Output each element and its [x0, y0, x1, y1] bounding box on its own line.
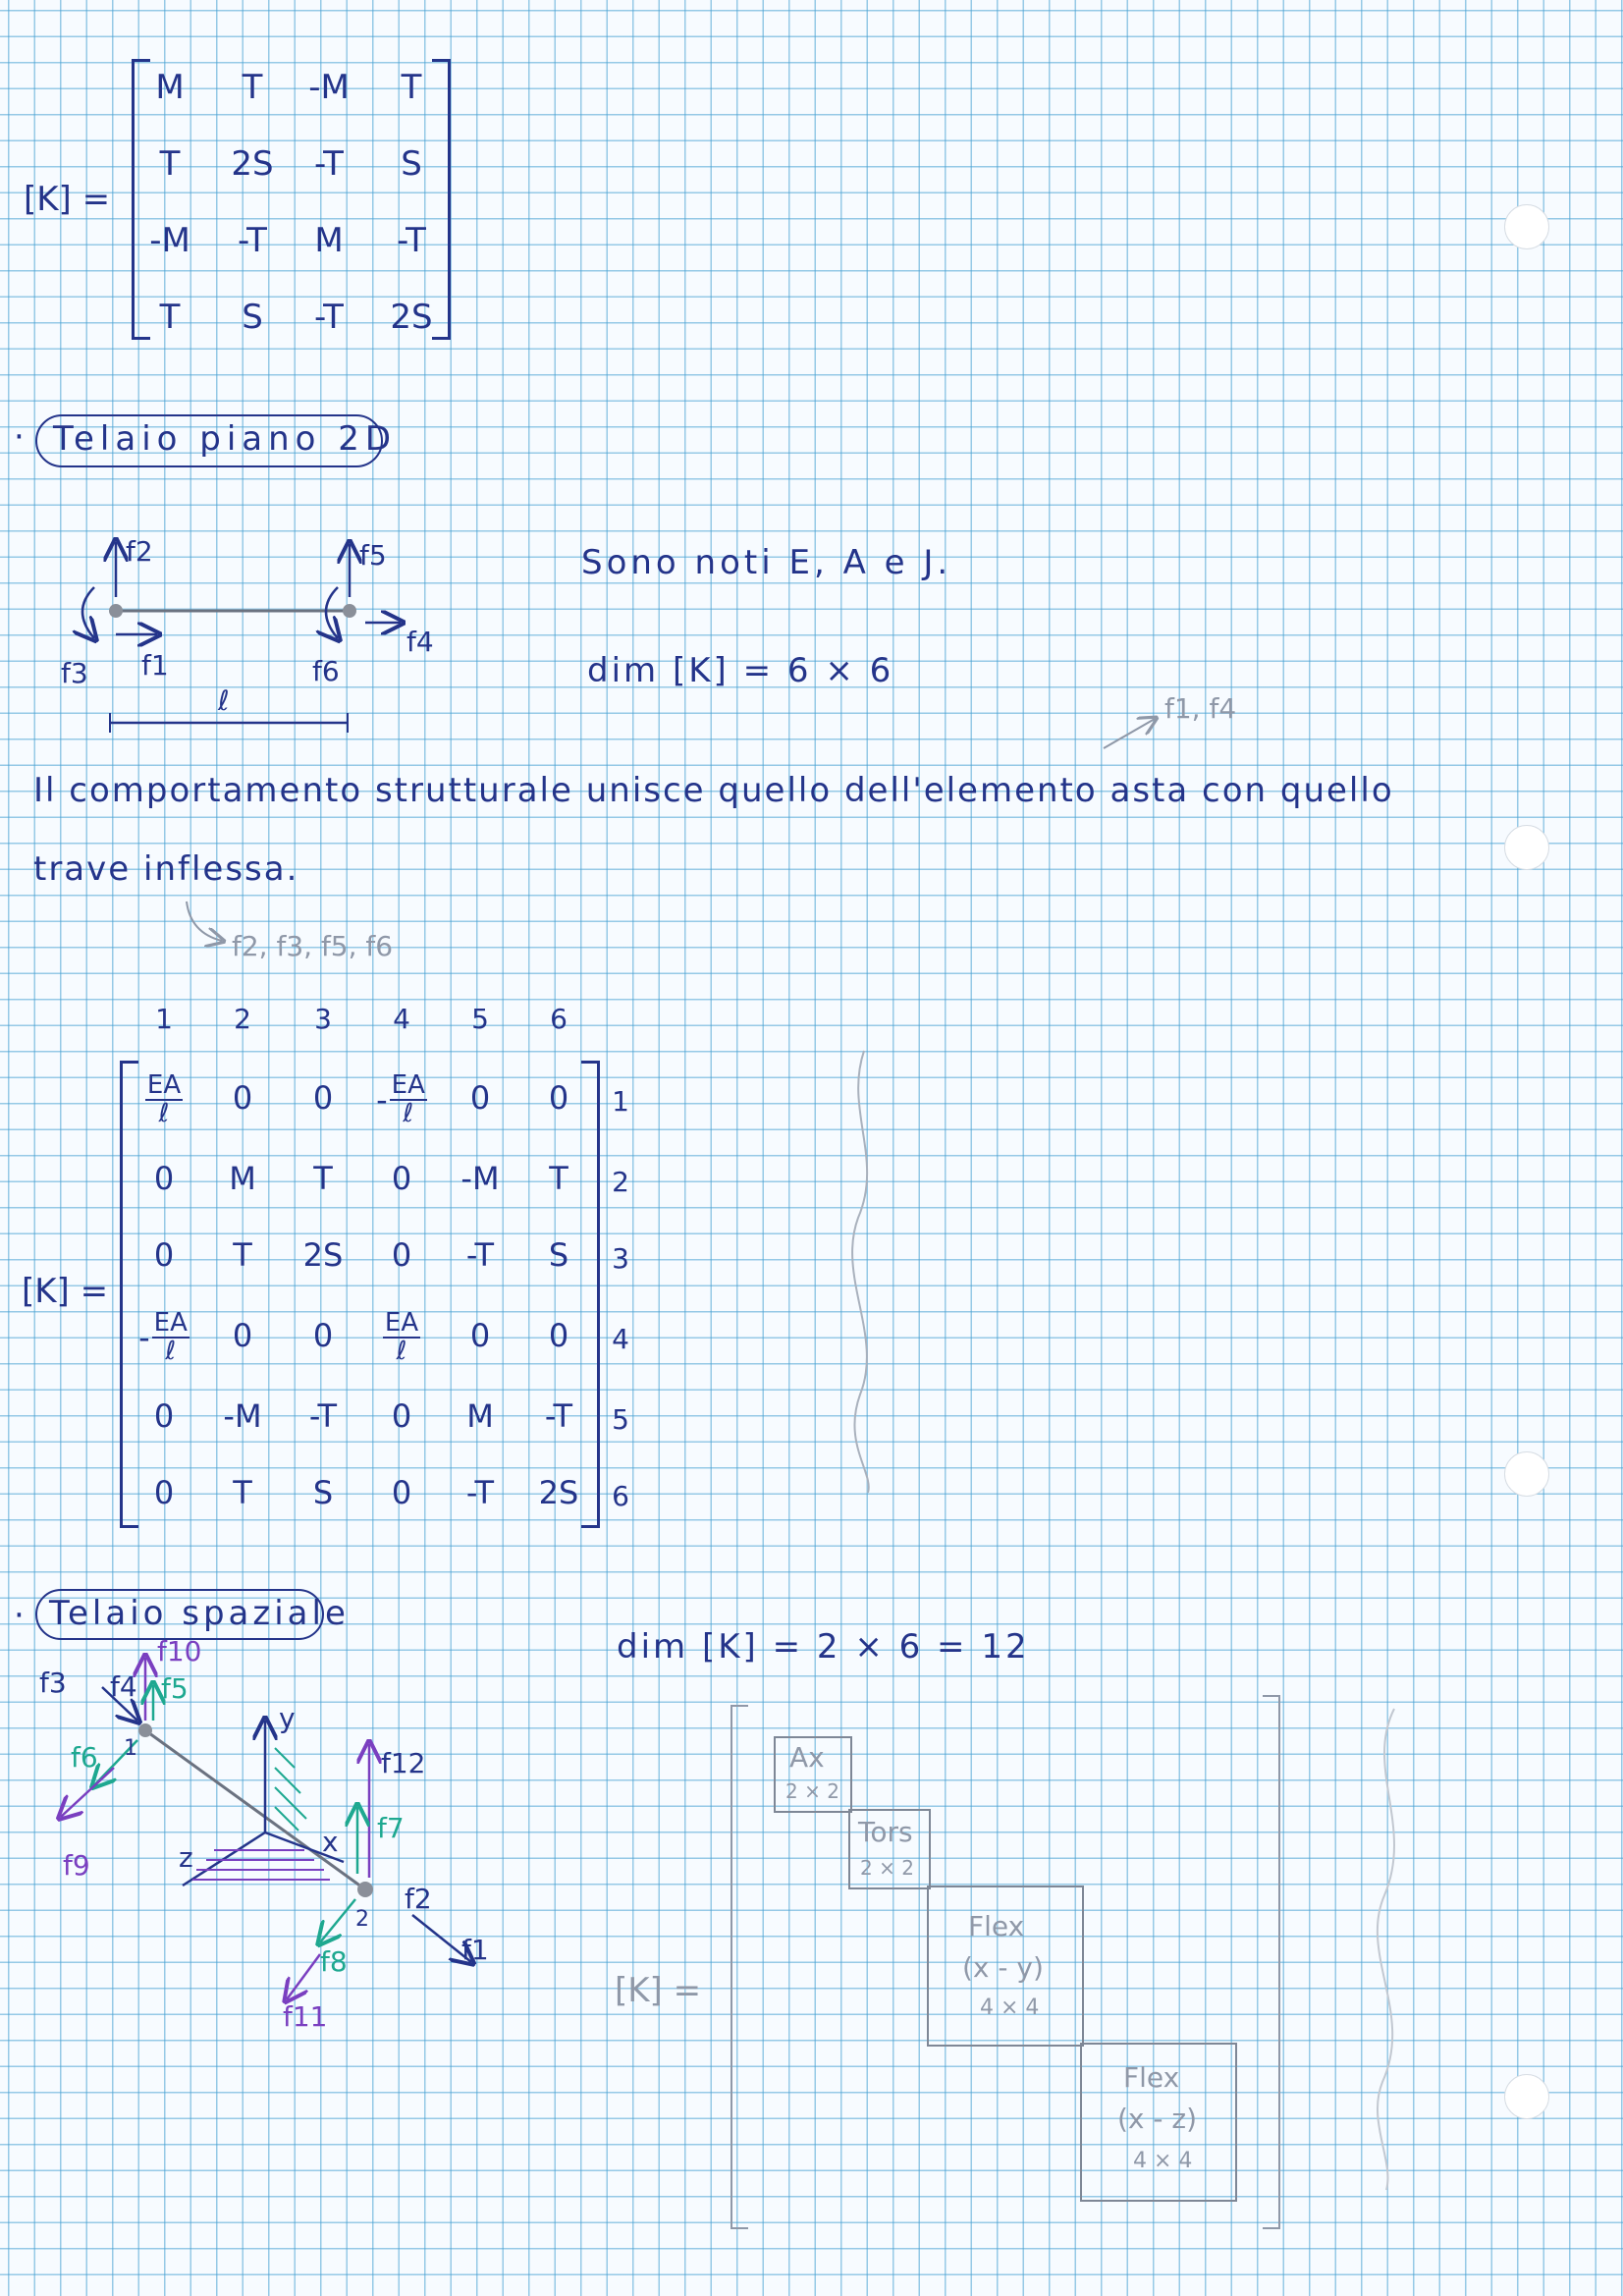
- matrix-2-row-number: 1: [612, 1085, 629, 1118]
- matrix-2-cell: 0: [232, 1317, 253, 1354]
- beam-label-f4: f4: [406, 626, 434, 658]
- block-flex-xz-name: Flex: [1123, 2061, 1180, 2094]
- section-1-title: Telaio piano 2D: [53, 419, 398, 459]
- matrix-2-col-header: 1: [155, 1003, 173, 1035]
- matrix-2-cell: -T: [465, 1236, 495, 1274]
- matrix-2-cell: 0: [469, 1317, 491, 1354]
- matrix-2-cell: 2S: [538, 1474, 579, 1511]
- annotation-f1-f4: f1, f4: [1164, 692, 1237, 725]
- matrix-2-cell: 0: [312, 1317, 334, 1354]
- frame-label-f11: f11: [283, 2000, 328, 2033]
- block-flex-xy-size: 4 × 4: [980, 1995, 1040, 2020]
- matrix-2-cell: T: [233, 1474, 252, 1511]
- frame-label-f12: f12: [381, 1747, 426, 1779]
- section-1-dim: dim [K] = 6 × 6: [587, 651, 894, 690]
- section-2-dim: dim [K] = 2 × 6 = 12: [617, 1627, 1030, 1667]
- matrix-1-cell: M: [314, 221, 344, 260]
- frame-label-f8: f8: [320, 1945, 348, 1978]
- matrix-1-cell: -M: [308, 68, 350, 107]
- annotation-f2-f3-f5-f6: f2, f3, f5, f6: [232, 930, 394, 962]
- matrix-2-cell: -T: [308, 1397, 338, 1435]
- matrix-1-cell: M: [155, 68, 185, 107]
- matrix-2-cell: T: [549, 1160, 568, 1197]
- beam-label-f2: f2: [126, 535, 153, 568]
- matrix-2-col-header: 3: [314, 1003, 332, 1035]
- section-2-title: Telaio spaziale: [49, 1594, 350, 1633]
- matrix-2-cell: 0: [391, 1397, 412, 1435]
- block-ax-name: Ax: [789, 1741, 825, 1774]
- matrix-2-col-header: 6: [550, 1003, 568, 1035]
- frame-node-1: 1: [124, 1736, 137, 1761]
- matrix-1-cell: -M: [149, 221, 190, 260]
- matrix-2-cell: S: [548, 1236, 569, 1274]
- matrix-2-cell: M: [466, 1397, 494, 1435]
- matrix-1-cell: T: [242, 68, 263, 107]
- block-tors-size: 2 × 2: [860, 1856, 914, 1880]
- matrix-1-cell: -T: [397, 221, 426, 260]
- matrix-2-cell: $\frac{EA}{\text{ℓ}}$: [146, 1070, 182, 1129]
- beam-label-f5: f5: [359, 539, 387, 572]
- matrix-1-cell: -T: [314, 144, 344, 184]
- block-ax-size: 2 × 2: [785, 1779, 839, 1803]
- sentence-line-1: Il comportamento strutturale unisce quello dell'elemento asta con quello: [33, 771, 1394, 810]
- matrix-2-cell: 0: [548, 1079, 569, 1117]
- frame-label-f2: f2: [405, 1883, 432, 1915]
- matrix-2-cell: 0: [153, 1236, 175, 1274]
- matrix-1-cell: S: [401, 144, 422, 184]
- beam-label-f1: f1: [141, 649, 169, 682]
- matrix-2-cell: T: [313, 1160, 333, 1197]
- known-quantities: Sono noti E, A e J.: [581, 543, 952, 582]
- matrix-2-row-number: 5: [612, 1403, 629, 1436]
- matrix-1-cell: 2S: [231, 144, 274, 184]
- matrix-2-cell: -T: [544, 1397, 573, 1435]
- matrix-2-lhs: [K] =: [22, 1272, 109, 1311]
- matrix-2-cell: 0: [391, 1160, 412, 1197]
- matrix-2-cell: - $\frac{EA}{\text{ℓ}}$: [376, 1070, 425, 1129]
- block-tors-name: Tors: [858, 1816, 913, 1848]
- frame-label-f5: f5: [161, 1672, 189, 1705]
- matrix-1-cell: 2S: [390, 298, 433, 337]
- beam-length-label: ℓ: [218, 684, 230, 717]
- matrix-2-cell: 0: [391, 1474, 412, 1511]
- matrix-1-cell: -T: [314, 298, 344, 337]
- matrix-2-cell: $\frac{EA}{\text{ℓ}}$: [384, 1308, 419, 1367]
- frame-axis-x: x: [322, 1826, 339, 1858]
- matrix-2-col-header: 5: [471, 1003, 489, 1035]
- matrix-2-cell: -M: [460, 1160, 500, 1197]
- beam-label-f6: f6: [312, 655, 340, 687]
- matrix-1-lhs: [K] =: [24, 180, 111, 219]
- matrix-2-cell: 0: [153, 1474, 175, 1511]
- matrix-2-cell: 0: [391, 1236, 412, 1274]
- block-flex-xy-name: Flex: [968, 1910, 1025, 1942]
- matrix-2-cell: 2S: [302, 1236, 344, 1274]
- beam-label-f3: f3: [61, 657, 88, 689]
- block-matrix-lhs: [K] =: [615, 1971, 702, 2010]
- matrix-2-cell: 0: [153, 1397, 175, 1435]
- matrix-2-cell: 0: [312, 1079, 334, 1117]
- frame-label-f6: f6: [71, 1741, 98, 1774]
- matrix-2-col-header: 2: [234, 1003, 251, 1035]
- sentence-line-2: trave inflessa.: [33, 849, 299, 889]
- block-flex-xz-sub: (x - z): [1117, 2103, 1198, 2135]
- matrix-2-cell: - $\frac{EA}{\text{ℓ}}$: [138, 1308, 188, 1367]
- frame-label-f3: f3: [39, 1667, 67, 1699]
- matrix-2-col-header: 4: [393, 1003, 410, 1035]
- matrix-2-cell: -M: [223, 1397, 262, 1435]
- section-2-bullet: ·: [14, 1596, 25, 1635]
- matrix-1-cell: T: [159, 298, 181, 337]
- matrix-1-cell: T: [401, 68, 422, 107]
- matrix-2-cell: S: [312, 1474, 334, 1511]
- frame-label-f4: f4: [110, 1670, 137, 1703]
- matrix-1-cell: -T: [238, 221, 267, 260]
- block-flex-xy-sub: (x - y): [962, 1951, 1044, 1984]
- matrix-2-cell: 0: [153, 1160, 175, 1197]
- matrix-1-cell: S: [242, 298, 263, 337]
- matrix-2-cell: T: [233, 1236, 252, 1274]
- matrix-1-cell: T: [159, 144, 181, 184]
- matrix-2-cell: 0: [232, 1079, 253, 1117]
- frame-label-f7: f7: [377, 1812, 405, 1844]
- frame-label-f1: f1: [461, 1934, 489, 1966]
- frame-axis-z: z: [179, 1841, 193, 1874]
- frame-label-f10: f10: [157, 1635, 202, 1667]
- matrix-2-row-number: 3: [612, 1242, 629, 1275]
- frame-node-2: 2: [355, 1907, 369, 1932]
- frame-label-f9: f9: [63, 1849, 90, 1882]
- matrix-2-row-number: 2: [612, 1166, 629, 1198]
- matrix-2-cell: -T: [465, 1474, 495, 1511]
- matrix-2-cell: M: [229, 1160, 256, 1197]
- section-1-bullet: ·: [14, 417, 25, 457]
- matrix-2-row-number: 6: [612, 1480, 629, 1512]
- matrix-2-cell: 0: [469, 1079, 491, 1117]
- matrix-2-cell: 0: [548, 1317, 569, 1354]
- frame-axis-y: y: [279, 1702, 296, 1734]
- matrix-2-row-number: 4: [612, 1323, 629, 1355]
- block-flex-xz-size: 4 × 4: [1133, 2149, 1193, 2173]
